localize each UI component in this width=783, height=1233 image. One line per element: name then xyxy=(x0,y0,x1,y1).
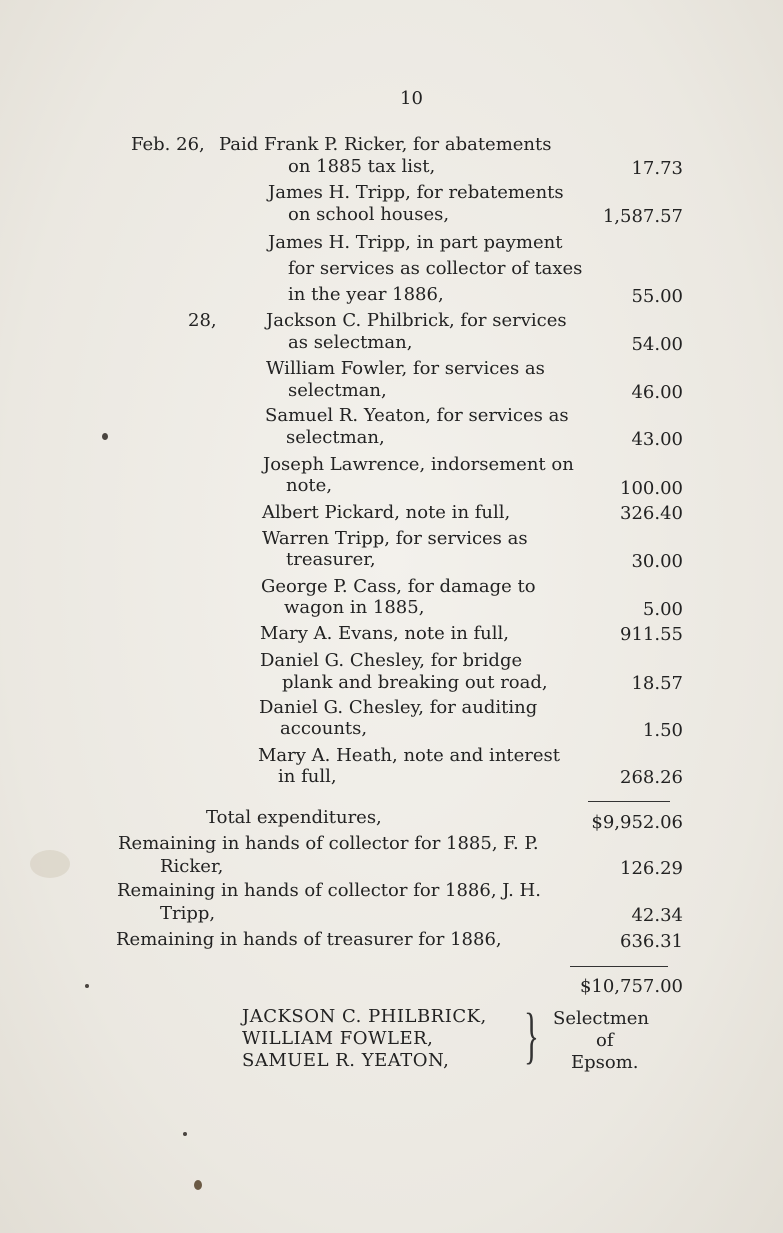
collector-1886-label: Remaining in hands of collector for 1886, J. H. xyxy=(117,880,541,901)
entry-description: Jackson C. Philbrick, for services xyxy=(266,310,567,331)
entry-amount: 326.40 xyxy=(620,503,683,524)
ink-spot xyxy=(102,433,108,440)
entry-amount: 18.57 xyxy=(631,673,683,694)
entry-amount: 5.00 xyxy=(642,599,683,620)
entry-description: Joseph Lawrence, indorsement on xyxy=(263,454,574,475)
collector-1885-label: Remaining in hands of collector for 1885, F. P. xyxy=(118,833,539,854)
ink-spot xyxy=(194,1180,202,1190)
ink-spot xyxy=(183,1132,187,1136)
entry-description: James H. Tripp, in part payment xyxy=(268,232,563,253)
page-number: 10 xyxy=(400,88,423,109)
entry-amount: 17.73 xyxy=(631,158,683,179)
entry-description-cont: on school houses, xyxy=(288,204,450,225)
entry-description: Paid Frank P. Ricker, for abatements xyxy=(219,134,552,155)
collector-1885-label-cont: Ricker, xyxy=(160,856,224,877)
entry-description: Daniel G. Chesley, for auditing xyxy=(259,697,538,718)
entry-description: Daniel G. Chesley, for bridge xyxy=(260,650,523,671)
entry-description: Mary A. Evans, note in full, xyxy=(260,623,510,644)
treasurer-amount: 636.31 xyxy=(620,931,683,952)
entry-amount: 100.00 xyxy=(620,478,683,499)
ink-spot xyxy=(85,984,89,988)
collector-1885-amount: 126.29 xyxy=(620,858,683,879)
entry-amount: 30.00 xyxy=(631,551,683,572)
entry-amount: 1,587.57 xyxy=(602,206,683,227)
signatory-title: of xyxy=(596,1030,614,1051)
entry-description-cont: selectman, xyxy=(286,427,385,448)
paper-stain xyxy=(30,850,70,878)
entry-description-cont: in full, xyxy=(278,766,337,787)
entry-description: William Fowler, for services as xyxy=(266,358,545,379)
entry-description-cont: on 1885 tax list, xyxy=(288,156,436,177)
entry-description: James H. Tripp, for rebatements xyxy=(268,182,564,203)
entry-description: Mary A. Heath, note and interest xyxy=(258,745,561,766)
entry-date: Feb. 26, xyxy=(131,134,205,155)
entry-description: Samuel R. Yeaton, for services as xyxy=(265,405,569,426)
collector-1886-label-cont: Tripp, xyxy=(160,903,216,924)
entry-description: Warren Tripp, for services as xyxy=(262,528,528,549)
total-label: Total expenditures, xyxy=(206,807,382,828)
collector-1886-amount: 42.34 xyxy=(631,905,683,926)
signatory-name: JACKSON C. PHILBRICK, xyxy=(242,1006,487,1027)
total-amount: $9,952.06 xyxy=(591,812,683,833)
entry-description-cont: in the year 1886, xyxy=(288,284,444,305)
signatory-title: Selectmen xyxy=(553,1008,650,1029)
entry-amount: 55.00 xyxy=(631,286,683,307)
entry-description-cont: selectman, xyxy=(288,380,387,401)
treasurer-label: Remaining in hands of treasurer for 1886, xyxy=(116,929,502,950)
entry-description-cont: accounts, xyxy=(280,718,368,739)
signatory-title: Epsom. xyxy=(571,1052,639,1073)
entry-amount: 1.50 xyxy=(642,720,683,741)
entry-description-cont: for services as collector of taxes xyxy=(288,258,583,279)
entry-description: Albert Pickard, note in full, xyxy=(262,502,511,523)
entry-amount: 54.00 xyxy=(631,334,683,355)
entry-amount: 911.55 xyxy=(620,624,683,645)
entry-description-cont: wagon in 1885, xyxy=(284,597,425,618)
entry-amount: 43.00 xyxy=(631,429,683,450)
entry-date: 28, xyxy=(188,310,217,331)
grand-total-rule xyxy=(570,966,668,967)
entry-description: George P. Cass, for damage to xyxy=(261,576,536,597)
entry-amount: 46.00 xyxy=(631,382,683,403)
signatory-name: WILLIAM FOWLER, xyxy=(242,1028,434,1049)
entry-description-cont: plank and breaking out road, xyxy=(282,672,548,693)
entry-description-cont: treasurer, xyxy=(286,549,376,570)
entry-amount: 268.26 xyxy=(620,767,683,788)
subtotal-rule xyxy=(588,801,670,802)
grand-total-amount: $10,757.00 xyxy=(579,976,683,997)
signatory-name: SAMUEL R. YEATON, xyxy=(242,1050,450,1071)
entry-description-cont: as selectman, xyxy=(288,332,413,353)
entry-description-cont: note, xyxy=(286,475,333,496)
brace-icon: } xyxy=(524,1002,539,1070)
